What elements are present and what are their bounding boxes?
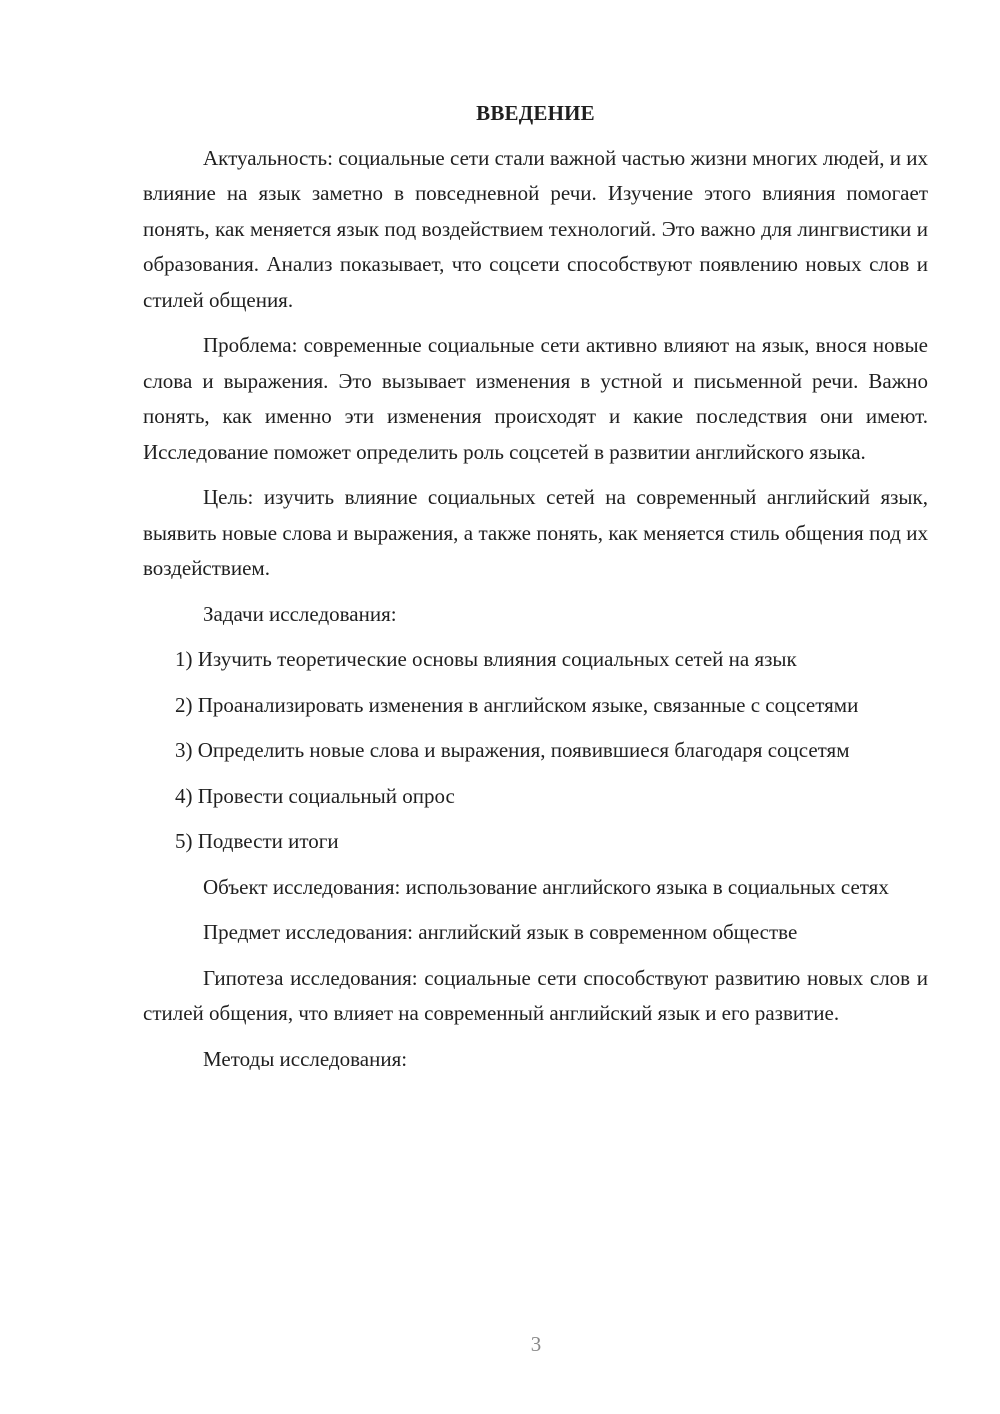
task-item-3: 3) Определить новые слова и выражения, появившиеся благодаря соцсетям bbox=[175, 738, 850, 762]
task-item-1: 1) Изучить теоретические основы влияния социальных сетей на язык bbox=[175, 647, 797, 671]
methods-heading: Методы исследования: bbox=[203, 1046, 408, 1071]
tasks-heading: Задачи исследования: bbox=[203, 601, 397, 626]
task-item-2: 2) Проанализировать изменения в английском языке, связанные с соцсетями bbox=[175, 692, 859, 717]
paragraph-object: Объект исследования: использование английского языка в социальных сетях bbox=[203, 874, 889, 899]
paragraph-goal: Цель: изучить влияние социальных сетей на современный английский язык, выявить новые слова и выражения, а также понять, как меняется стиль общения под их воздействием. bbox=[143, 485, 928, 580]
paragraph-problem: Проблема: современные социальные сети активно влияют на язык, внося новые слова и выражения. Это вызывает изменения в устной и письменной речи. Важно понять, как именно эти изменения происходят и какие последствия они имеют. Исследование поможет определить роль соцсетей в развитии английского языка. bbox=[143, 333, 928, 464]
task-item-4: 4) Провести социальный опрос bbox=[175, 783, 455, 808]
task-item-5: 5) Подвести итоги bbox=[175, 829, 339, 853]
paragraph-subject: Предмет исследования: английский язык в современном обществе bbox=[203, 920, 798, 944]
paragraph-relevance: Актуальность: социальные сети стали важной частью жизни многих людей, и их влияние на язык заметно в повседневной речи. Изучение этого влияния помогает понять, как меняется язык под воздействием технологий. Это важно для лингвистики и образования. Анализ показывает, что соцсети способствуют появлению новых слов и стилей общения. bbox=[143, 145, 928, 312]
document-body bbox=[143, 96, 928, 1087]
paragraph-hypothesis: Гипотеза исследования: социальные сети способствуют развитию новых слов и стилей общения, что влияет на современный английский язык и его развитие. bbox=[143, 965, 928, 1025]
section-title: ВВЕДЕНИЕ bbox=[476, 101, 595, 125]
page-number: 3 bbox=[530, 1332, 542, 1356]
